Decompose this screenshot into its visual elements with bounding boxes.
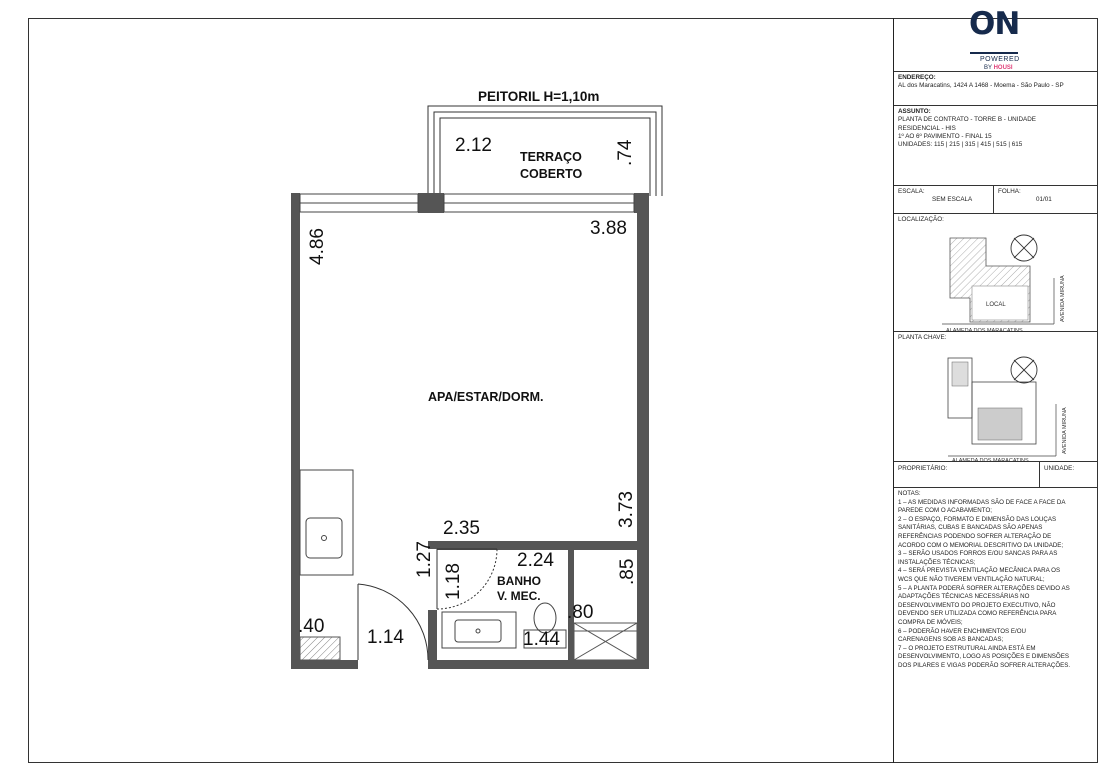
living-room-label: APA/ESTAR/DORM.: [428, 390, 544, 404]
railing-height-label: PEITORIL H=1,10m: [478, 89, 600, 104]
scale-sheet-cell: [894, 186, 1098, 214]
unit-label: UNIDADE:: [1039, 462, 1098, 488]
hatched-shaft-left: [300, 637, 340, 660]
logo-underline: [970, 52, 1018, 54]
subject-line: 1º AO 6º PAVIMENTO - FINAL 15: [898, 132, 992, 140]
key-plan-cell: [894, 332, 1098, 462]
local-label: LOCAL: [986, 302, 1006, 308]
address-label: ENDEREÇO:: [898, 74, 936, 81]
note-line: 6 – PODERÃO HAVER ENCHIMENTOS E/OU: [898, 627, 1027, 635]
key-street-bottom: ALAMEDA DOS MARACATINS: [952, 458, 1029, 464]
title-block: [893, 6, 1098, 763]
exterior-walls: [291, 193, 649, 669]
notes-cell: [894, 488, 1098, 763]
key-plan-map: [898, 344, 1094, 462]
dim-hall-door: 1.27: [414, 541, 435, 578]
note-line: 1 – AS MEDIDAS INFORMADAS SÃO DE FACE A FACE DA: [898, 498, 1066, 506]
note-line: PAREDE COM O ACABAMENTO;: [898, 507, 992, 515]
location-cell: [894, 214, 1098, 332]
key-street-right: AVENIDA MIRUNA: [1062, 407, 1068, 454]
dim-terrace-width: 2.12: [455, 135, 492, 156]
note-line: COMPRA DE MÓVEIS;: [898, 618, 963, 626]
location-street-right: AVENIDA MIRUNA: [1060, 275, 1066, 322]
location-label: LOCALIZAÇÃO:: [898, 216, 944, 223]
note-line: DESENVOLVIMENTO, LOGO AS POSIÇÕES E DIMENSÕES: [898, 653, 1070, 661]
note-line: 4 – SERÁ PREVISTA VENTILAÇÃO MECÂNICA PARA OS: [898, 567, 1061, 575]
dim-bath-door: 1.18: [443, 563, 464, 600]
dim-living-width: 3.88: [590, 218, 627, 239]
note-line: 2 – O ESPAÇO, FORMATO E DIMENSÃO DAS LOUÇAS: [898, 515, 1057, 523]
note-line: INSTALAÇÕES TÉCNICAS;: [898, 558, 976, 566]
dim-entry-width: 1.14: [367, 627, 404, 648]
north-window: [300, 194, 634, 212]
subject-label: ASSUNTO:: [898, 108, 931, 115]
dim-bath-inner: 1.44: [523, 629, 560, 650]
dim-service-width: .80: [567, 602, 594, 623]
note-line: DOS PILARES E VIGAS PODERÃO SOFRER ALTERAÇÕES.: [898, 661, 1071, 669]
note-line: DESENVOLVIMENTO DO PROJETO EXECUTIVO, NÃO: [898, 601, 1056, 609]
scale-value: SEM ESCALA: [932, 196, 973, 204]
logo-powered-text: POWERED: [980, 56, 1020, 63]
location-map: [898, 226, 1094, 334]
note-line: ACORDO COM O MEMORIAL DESCRITIVO DA UNIDADE;: [898, 541, 1064, 549]
entry-door: [358, 584, 428, 660]
note-line: DEVENDO SER UTILIZADA COMO REFERÊNCIA PARA: [898, 610, 1057, 618]
subject-line: UNIDADES: 115 | 215 | 315 | 415 | 515 | 615: [898, 141, 1023, 149]
owner-unit-cell: [894, 462, 1098, 488]
on-logo: ON: [969, 6, 1020, 42]
note-line: 3 – SERÃO USADOS FORROS E/OU SANCAS PARA AS: [898, 550, 1058, 558]
dim-bath-width: 2.24: [517, 550, 554, 571]
service-shaft-cross: [574, 623, 637, 660]
note-line: SANITÁRIAS, CUBAS E BANCADAS SÃO APENAS: [898, 524, 1043, 532]
kitchen-counter: [300, 470, 353, 575]
note-line: CARENAGENS SOB AS BANCADAS;: [898, 636, 1004, 644]
note-line: WCS QUE NÃO TIVEREM VENTILAÇÃO NATURAL;: [898, 575, 1045, 583]
dim-wall-stub: .40: [298, 616, 325, 637]
note-line: REFERÊNCIAS PODENDO SOFRER ALTERAÇÃO DE: [898, 532, 1052, 540]
bath-label-1: BANHO: [497, 574, 541, 588]
scale-label: ESCALA:: [898, 188, 925, 195]
dim-service-depth: .85: [617, 558, 638, 585]
sheet-label: FOLHA:: [998, 188, 1021, 195]
dim-hall-width: 2.35: [443, 518, 480, 539]
note-line: 7 – O PROJETO ESTRUTURAL AINDA ESTÁ EM: [898, 644, 1036, 652]
owner-label: PROPRIETÁRIO:: [898, 465, 948, 472]
dim-terrace-depth: .74: [615, 139, 636, 166]
subject-cell: [894, 106, 1098, 186]
address-cell: [894, 72, 1098, 106]
note-line: 5 – A PLANTA PODERÁ SOFRER ALTERAÇÕES DEVIDO AS: [898, 584, 1070, 592]
terrace-label-1: TERRAÇO: [520, 150, 582, 164]
subject-line: RESIDENCIAL - HIS: [898, 124, 956, 132]
logo-cell: [894, 6, 1098, 72]
subject-line: PLANTA DE CONTRATO - TORRE B - UNIDADE: [898, 116, 1036, 124]
location-street-bottom: ALAMEDA DOS MARACATINS: [946, 328, 1023, 334]
dim-living-depth-left: 4.86: [307, 228, 328, 265]
logo-housi-text: BY HOUSI: [984, 65, 1013, 71]
bath-label-2: V. MEC.: [497, 589, 541, 603]
notes-label: NOTAS:: [898, 490, 921, 497]
sheet-value: 01/01: [1036, 196, 1052, 204]
terrace-label-2: COBERTO: [520, 167, 583, 181]
address-value: AL dos Maracatins, 1424 A 1468 - Moema - São Paulo - SP: [898, 82, 1064, 90]
note-line: ADAPTAÇÕES TÉCNICAS NECESSÁRIAS NO: [898, 593, 1030, 601]
key-plan-label: PLANTA CHAVE:: [898, 334, 947, 341]
dim-living-depth-right: 3.73: [616, 491, 637, 528]
